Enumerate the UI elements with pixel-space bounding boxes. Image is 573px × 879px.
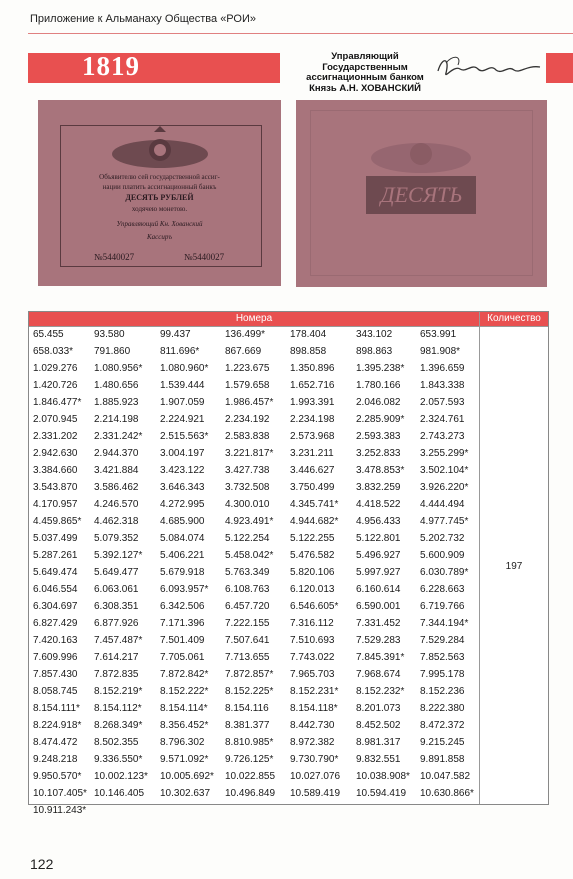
table-cell: 8.152.219* xyxy=(94,686,143,697)
table-cell: 811.696* xyxy=(160,346,200,357)
table-cell: 5.122.255 xyxy=(290,533,335,544)
table-cell: 3.750.499 xyxy=(290,482,335,493)
table-cell: 3.255.299* xyxy=(420,448,469,459)
table-cell: 8.224.918* xyxy=(33,720,82,731)
note-front-serial-left: №5440027 xyxy=(94,252,135,262)
table-cell: 5.084.074 xyxy=(160,533,205,544)
table-cell: 8.201.073 xyxy=(356,703,401,714)
table-cell: 136.499* xyxy=(225,329,266,340)
table-cell: 3.478.853* xyxy=(356,465,405,476)
table-cell: 2.285.909* xyxy=(356,414,405,425)
table-cell: 1.029.276 xyxy=(33,363,78,374)
table-cell: 3.586.462 xyxy=(94,482,139,493)
table-cell: 6.063.061 xyxy=(94,584,139,595)
table-cell: 5.122.801 xyxy=(356,533,401,544)
table-cell: 8.152.231* xyxy=(290,686,339,697)
table-cell: 10.005.692* xyxy=(160,771,214,782)
table-cell: 3.502.104* xyxy=(420,465,469,476)
table-cell: 2.583.838 xyxy=(225,431,270,442)
header-divider xyxy=(29,326,548,327)
table-cell: 6.877.926 xyxy=(94,618,139,629)
table-cell: 5.476.582 xyxy=(290,550,335,561)
table-cell: 7.501.409 xyxy=(160,635,205,646)
table-cell: 10.302.637 xyxy=(160,788,211,799)
table-cell: 10.911.243* xyxy=(33,805,87,816)
table-cell: 6.457.720 xyxy=(225,601,270,612)
year-banner xyxy=(28,53,280,83)
table-cell: 8.154.111* xyxy=(33,703,80,714)
table-cell: 2.234.192 xyxy=(225,414,270,425)
table-cell: 6.546.605* xyxy=(290,601,339,612)
table-cell: 1.223.675 xyxy=(225,363,270,374)
table-cell: 8.154.112* xyxy=(94,703,142,714)
table-cell: 5.679.918 xyxy=(160,567,205,578)
table-cell: 8.268.349* xyxy=(94,720,143,731)
table-cell: 2.070.945 xyxy=(33,414,78,425)
table-cell: 3.427.738 xyxy=(225,465,270,476)
table-cell: 1.396.659 xyxy=(420,363,465,374)
note-back-denomination: ДЕСЯТЬ xyxy=(380,182,463,207)
table-cell: 3.421.884 xyxy=(94,465,139,476)
quantity-value: 197 xyxy=(505,561,523,572)
table-cell: 1.420.726 xyxy=(33,380,78,391)
table-cell: 8.796.302 xyxy=(160,737,205,748)
table-cell: 343.102 xyxy=(356,329,393,340)
table-cell: 3.926.220* xyxy=(420,482,469,493)
table-cell: 8.154.118* xyxy=(290,703,338,714)
table-cell: 7.529.284 xyxy=(420,635,465,646)
table-cell: 9.726.125* xyxy=(225,754,274,765)
table-cell: 7.713.655 xyxy=(225,652,270,663)
table-cell: 8.381.377 xyxy=(225,720,270,731)
table-cell: 5.496.927 xyxy=(356,550,401,561)
table-cell: 3.732.508 xyxy=(225,482,270,493)
table-cell: 3.543.870 xyxy=(33,482,78,493)
table-cell: 4.444.494 xyxy=(420,499,465,510)
table-cell: 8.154.116 xyxy=(225,703,269,714)
numbers-header: Номера xyxy=(29,312,479,326)
table-cell: 8.442.730 xyxy=(290,720,335,731)
table-cell: 5.649.477 xyxy=(94,567,139,578)
table-cell: 7.743.022 xyxy=(290,652,335,663)
table-cell: 6.590.001 xyxy=(356,601,401,612)
table-cell: 7.852.563 xyxy=(420,652,465,663)
table-cell: 7.614.217 xyxy=(94,652,139,663)
table-cell: 7.507.641 xyxy=(225,635,270,646)
table-cell: 7.331.452 xyxy=(356,618,401,629)
table-cell: 6.046.554 xyxy=(33,584,78,595)
table-cell: 2.324.761 xyxy=(420,414,465,425)
table-cell: 1.395.238* xyxy=(356,363,405,374)
table-cell: 5.458.042* xyxy=(225,550,274,561)
table-cell: 8.058.745 xyxy=(33,686,78,697)
table-cell: 7.965.703 xyxy=(290,669,335,680)
table-cell: 1.080.956* xyxy=(94,363,143,374)
table-cell: 653.991 xyxy=(420,329,457,340)
table-cell: 3.252.833 xyxy=(356,448,401,459)
table-cell: 1.843.338 xyxy=(420,380,465,391)
table-cell: 4.246.570 xyxy=(94,499,139,510)
table-cell: 1.780.166 xyxy=(356,380,401,391)
table-cell: 7.420.163 xyxy=(33,635,78,646)
table-cell: 10.630.866* xyxy=(420,788,474,799)
table-cell: 1.579.658 xyxy=(225,380,270,391)
table-cell: 6.228.663 xyxy=(420,584,465,595)
table-cell: 6.308.351 xyxy=(94,601,139,612)
table-cell: 4.345.741* xyxy=(290,499,339,510)
table-cell: 2.515.563* xyxy=(160,431,209,442)
table-cell: 1.480.656 xyxy=(94,380,139,391)
table-cell: 8.452.502 xyxy=(356,720,401,731)
table-cell: 10.594.419 xyxy=(356,788,407,799)
table-cell: 1.993.391 xyxy=(290,397,335,408)
note-front-denomination: ДЕСЯТЬ РУБЛЕЙ xyxy=(125,193,194,202)
table-cell: 3.384.660 xyxy=(33,465,78,476)
table-cell: 6.108.763 xyxy=(225,584,270,595)
table-cell: 7.457.487* xyxy=(94,635,143,646)
table-cell: 5.649.474 xyxy=(33,567,78,578)
table-cell: 791.860 xyxy=(94,346,131,357)
table-cell: 7.171.396 xyxy=(160,618,205,629)
table-cell: 10.027.076 xyxy=(290,771,341,782)
table-cell: 7.316.112 xyxy=(290,618,334,629)
table-cell: 2.944.370 xyxy=(94,448,139,459)
table-cell: 10.022.855 xyxy=(225,771,276,782)
table-cell: 8.474.472 xyxy=(33,737,78,748)
table-cell: 7.968.674 xyxy=(356,669,401,680)
table-cell: 4.977.745* xyxy=(420,516,469,527)
table-cell: 7.344.194* xyxy=(420,618,469,629)
table-cell: 5.079.352 xyxy=(94,533,139,544)
table-cell: 5.202.732 xyxy=(420,533,465,544)
note-front-line-4: ходячею монетою. xyxy=(131,205,188,213)
official-caption xyxy=(290,52,440,94)
table-cell: 8.981.317 xyxy=(356,737,401,748)
table-cell: 3.446.627 xyxy=(290,465,335,476)
table-cell: 2.046.082 xyxy=(356,397,401,408)
serial-numbers-table xyxy=(28,311,549,816)
table-cell: 2.214.198 xyxy=(94,414,139,425)
table-cell: 6.827.429 xyxy=(33,618,78,629)
table-cell: 1.986.457* xyxy=(225,397,274,408)
table-cell: 2.573.968 xyxy=(290,431,335,442)
table-cell: 7.609.996 xyxy=(33,652,78,663)
table-cell: 7.857.430 xyxy=(33,669,78,680)
table-cell: 99.437 xyxy=(160,329,191,340)
eagle-emblem-icon xyxy=(108,124,212,174)
year-label: 1819 xyxy=(82,51,140,81)
table-cell: 4.418.522 xyxy=(356,499,401,510)
page-number: 122 xyxy=(30,856,54,872)
note-front-serial-right: №5440027 xyxy=(184,252,225,262)
table-cell: 5.287.261 xyxy=(33,550,78,561)
table-cell: 9.832.551 xyxy=(356,754,401,765)
table-cell: 8.972.382 xyxy=(290,737,335,748)
table-cell: 7.845.391* xyxy=(356,652,405,663)
table-cell: 8.472.372 xyxy=(420,720,465,731)
table-cell: 9.248.218 xyxy=(33,754,78,765)
table-cell: 5.600.909 xyxy=(420,550,465,561)
table-cell: 7.995.178 xyxy=(420,669,465,680)
table-cell: 3.646.343 xyxy=(160,482,205,493)
table-cell: 6.342.506 xyxy=(160,601,205,612)
table-cell: 178.404 xyxy=(290,329,327,340)
quantity-header: Количество xyxy=(480,312,548,326)
table-cell: 10.146.405 xyxy=(94,788,145,799)
official-line-3: Князь А.Н. ХОВАНСКИЙ xyxy=(309,82,421,94)
banknote-front-image xyxy=(38,100,281,286)
table-cell: 8.152.232* xyxy=(356,686,405,697)
banknote-back-image xyxy=(296,100,547,287)
table-cell: 9.950.570* xyxy=(33,771,82,782)
table-cell: 9.215.245 xyxy=(420,737,465,748)
table-cell: 1.350.896 xyxy=(290,363,335,374)
table-cell: 1.907.059 xyxy=(160,397,205,408)
table-cell: 4.300.010 xyxy=(225,499,270,510)
table-cell: 1.652.716 xyxy=(290,380,335,391)
table-cell: 1.539.444 xyxy=(160,380,205,391)
table-cell: 7.222.155 xyxy=(225,618,270,629)
table-cell: 7.872.842* xyxy=(160,669,209,680)
signature-image xyxy=(432,53,544,83)
table-cell: 6.304.697 xyxy=(33,601,78,612)
eagle-watermark-icon xyxy=(366,128,476,180)
header-rule xyxy=(28,33,573,34)
table-cell: 3.423.122 xyxy=(160,465,205,476)
table-cell: 3.004.197 xyxy=(160,448,205,459)
table-cell: 1.885.923 xyxy=(94,397,139,408)
table-cell: 8.810.985* xyxy=(225,737,274,748)
table-cell: 8.356.452* xyxy=(160,720,209,731)
table-cell: 10.496.849 xyxy=(225,788,276,799)
note-front-line-2: нации платить ассигнационный банкъ xyxy=(102,183,217,191)
table-cell: 10.589.419 xyxy=(290,788,341,799)
table-cell: 5.820.106 xyxy=(290,567,335,578)
table-cell: 2.224.921 xyxy=(160,414,205,425)
note-front-line-6: Кассиръ xyxy=(147,233,172,241)
table-cell: 5.037.499 xyxy=(33,533,78,544)
note-front-line-5: Управляющий Кн. Хованский xyxy=(116,220,203,228)
table-cell: 10.047.582 xyxy=(420,771,471,782)
table-cell: 9.730.790* xyxy=(290,754,339,765)
table-cell: 2.593.383 xyxy=(356,431,401,442)
table-cell: 8.502.355 xyxy=(94,737,139,748)
table-cell: 6.093.957* xyxy=(160,584,209,595)
table-cell: 2.234.198 xyxy=(290,414,335,425)
table-cell: 3.231.211 xyxy=(290,448,334,459)
column-divider xyxy=(479,312,480,804)
table-cell: 867.669 xyxy=(225,346,262,357)
table-cell: 4.956.433 xyxy=(356,516,401,527)
table-cell: 2.743.273 xyxy=(420,431,465,442)
table-cell: 7.872.857* xyxy=(225,669,274,680)
table-cell: 2.331.242* xyxy=(94,431,143,442)
table-cell: 10.002.123* xyxy=(94,771,148,782)
table-cell: 8.152.225* xyxy=(225,686,274,697)
table-cell: 5.392.127* xyxy=(94,550,143,561)
table-cell: 3.221.817* xyxy=(225,448,274,459)
table-cell: 9.891.858 xyxy=(420,754,465,765)
table-cell: 6.160.614 xyxy=(356,584,401,595)
table-cell: 7.529.283 xyxy=(356,635,401,646)
table-cell: 8.154.114* xyxy=(160,703,208,714)
accent-bar xyxy=(546,53,573,83)
table-cell: 93.580 xyxy=(94,329,125,340)
table-cell: 1.080.960* xyxy=(160,363,209,374)
table-cell: 4.462.318 xyxy=(94,516,139,527)
table-cell: 10.107.405* xyxy=(33,788,87,799)
table-cell: 5.122.254 xyxy=(225,533,270,544)
note-front-line-1: Объявителю сей государственной ассиг- xyxy=(99,173,220,181)
table-cell: 10.038.908* xyxy=(356,771,410,782)
official-line-1: Управляющий Государственным xyxy=(322,51,408,73)
table-cell: 898.858 xyxy=(290,346,327,357)
table-cell: 8.222.380 xyxy=(420,703,465,714)
table-cell: 8.152.222* xyxy=(160,686,209,697)
table-cell: 2.942.630 xyxy=(33,448,78,459)
table-cell: 9.336.550* xyxy=(94,754,143,765)
table-cell: 8.152.236 xyxy=(420,686,465,697)
table-cell: 6.120.013 xyxy=(290,584,335,595)
table-cell: 2.057.593 xyxy=(420,397,465,408)
table-cell: 7.705.061 xyxy=(160,652,205,663)
table-cell: 4.272.995 xyxy=(160,499,205,510)
table-cell: 3.832.259 xyxy=(356,482,401,493)
table-cell: 65.455 xyxy=(33,329,64,340)
table-cell: 9.571.092* xyxy=(160,754,209,765)
table-cell: 4.923.491* xyxy=(225,516,274,527)
table-cell: 658.033* xyxy=(33,346,74,357)
table-cell: 4.685.900 xyxy=(160,516,205,527)
table-cell: 898.863 xyxy=(356,346,393,357)
table-cell: 981.908* xyxy=(420,346,461,357)
table-cell: 5.763.349 xyxy=(225,567,270,578)
table-cell: 7.510.693 xyxy=(290,635,335,646)
table-cell: 4.170.957 xyxy=(33,499,78,510)
table-cell: 6.030.789* xyxy=(420,567,469,578)
table-cell: 4.459.865* xyxy=(33,516,82,527)
table-cell: 6.719.766 xyxy=(420,601,465,612)
page-header: Приложение к Альманаху Общества «РОИ» xyxy=(30,13,256,25)
table-cell: 4.944.682* xyxy=(290,516,339,527)
official-line-2: ассигнационным банком xyxy=(306,72,424,83)
table-cell: 1.846.477* xyxy=(33,397,82,408)
table-cell: 5.406.221 xyxy=(160,550,205,561)
table-cell: 2.331.202 xyxy=(33,431,78,442)
table-cell: 7.872.835 xyxy=(94,669,139,680)
table-cell: 5.997.927 xyxy=(356,567,401,578)
